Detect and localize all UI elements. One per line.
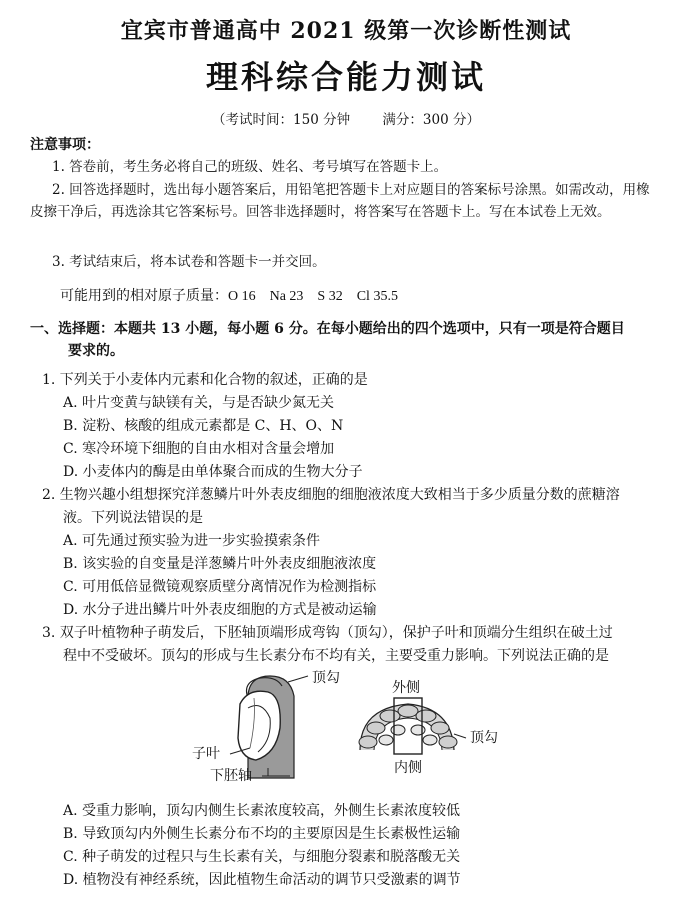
question-3-options xyxy=(63,800,673,892)
label-inner: 内侧 xyxy=(394,760,422,776)
question-stem-line2: 程中不受破坏。顶勾的形成与生长素分布不均有关，主要受重力影响。下列说法正确的是 xyxy=(63,648,609,664)
exam-score: 满分：300 分） xyxy=(382,112,480,128)
exam-time: （考试时间：150 分钟 xyxy=(212,112,351,128)
option-c: C. 寒冷环境下细胞的自由水相对含量会增加 xyxy=(63,441,335,457)
question-3-stem xyxy=(42,622,664,668)
label-outer: 外侧 xyxy=(392,680,420,696)
option-d: D. 植物没有神经系统，因此植物生命活动的调节只受激素的调节 xyxy=(63,872,461,888)
option-b: B. 导致顶勾内外侧生长素分布不均的主要原因是生长素极性运输 xyxy=(63,826,461,842)
option-d: D. 小麦体内的酶是由单体聚合而成的生物大分子 xyxy=(63,464,363,480)
option-c: C. 种子萌发的过程只与生长素有关，与细胞分裂素和脱落酸无关 xyxy=(63,849,461,865)
question-stem-line2: 液。下列说法错误的是 xyxy=(63,510,203,526)
note-item-2: 2. 回答选择题时，选出每小题答案后，用铅笔把答题卡上对应题目的答案标号涂黑。如需改动，用橡皮擦干净后，再选涂其它答案标号。回答非选择题时，将答案写在答题卡上。写在本试卷上无效。 xyxy=(30,182,650,220)
atomic-masses: 可能用到的相对原子质量：O 16 Na 23 S 32 Cl 35.5 xyxy=(60,289,398,304)
question-stem: 1. 下列关于小麦体内元素和化合物的叙述，正确的是 xyxy=(42,372,368,388)
label-hypocotyl: 下胚轴 xyxy=(210,768,252,784)
option-c: C. 可用低倍显微镜观察质壁分离情况作为检测指标 xyxy=(63,579,377,595)
question-stem-line1: 2. 生物兴趣小组想探究洋葱鳞片叶外表皮细胞的细胞液浓度大致相当于多少质量分数的蔗糖溶 xyxy=(42,487,620,503)
note-item-3: 3. 考试结束后，将本试卷和答题卡一并交回。 xyxy=(52,254,326,270)
exam-subtitle: 理科综合能力测试 xyxy=(205,58,486,96)
question-2 xyxy=(42,484,664,622)
option-d: D. 水分子进出鳞片叶外表皮细胞的方式是被动运输 xyxy=(63,602,377,618)
hook-drawing xyxy=(230,676,308,778)
note-item-1: 1. 答卷前，考生务必将自己的班级、姓名、考号填写在答题卡上。 xyxy=(52,159,448,175)
option-b: B. 淀粉、核酸的组成元素都是 C、H、O、N xyxy=(63,418,344,434)
exam-meta xyxy=(0,108,692,128)
seedling-hook-figure xyxy=(190,668,520,790)
label-hook: 顶勾 xyxy=(312,670,340,686)
exam-title: 宜宾市普通高中 2021 级第一次诊断性测试 xyxy=(120,18,572,44)
label-hook-2: 顶勾 xyxy=(470,730,498,746)
option-b: B. 该实验的自变量是洋葱鳞片叶外表皮细胞液浓度 xyxy=(63,556,377,572)
section-heading-line1: 一、选择题：本题共 13 小题，每小题 6 分。在每小题给出的四个选项中，只有一项是符合题目 xyxy=(30,321,625,337)
section-heading xyxy=(30,318,665,362)
section-heading-line2: 要求的。 xyxy=(68,343,124,359)
question-1 xyxy=(42,369,672,484)
option-a: A. 可先通过预实验为进一步实验摸索条件 xyxy=(63,533,321,549)
option-a: A. 受重力影响，顶勾内侧生长素浓度较高，外侧生长素浓度较低 xyxy=(63,803,461,819)
question-stem-line1: 3. 双子叶植物种子萌发后，下胚轴顶端形成弯钩（顶勾），保护子叶和顶端分生组织在破土过 xyxy=(42,625,613,641)
label-cotyledon: 子叶 xyxy=(192,746,220,762)
option-a: A. 叶片变黄与缺镁有关，与是否缺少氮无关 xyxy=(63,395,335,411)
notes-heading: 注意事项： xyxy=(30,137,100,153)
cell-arch-drawing xyxy=(359,698,466,754)
